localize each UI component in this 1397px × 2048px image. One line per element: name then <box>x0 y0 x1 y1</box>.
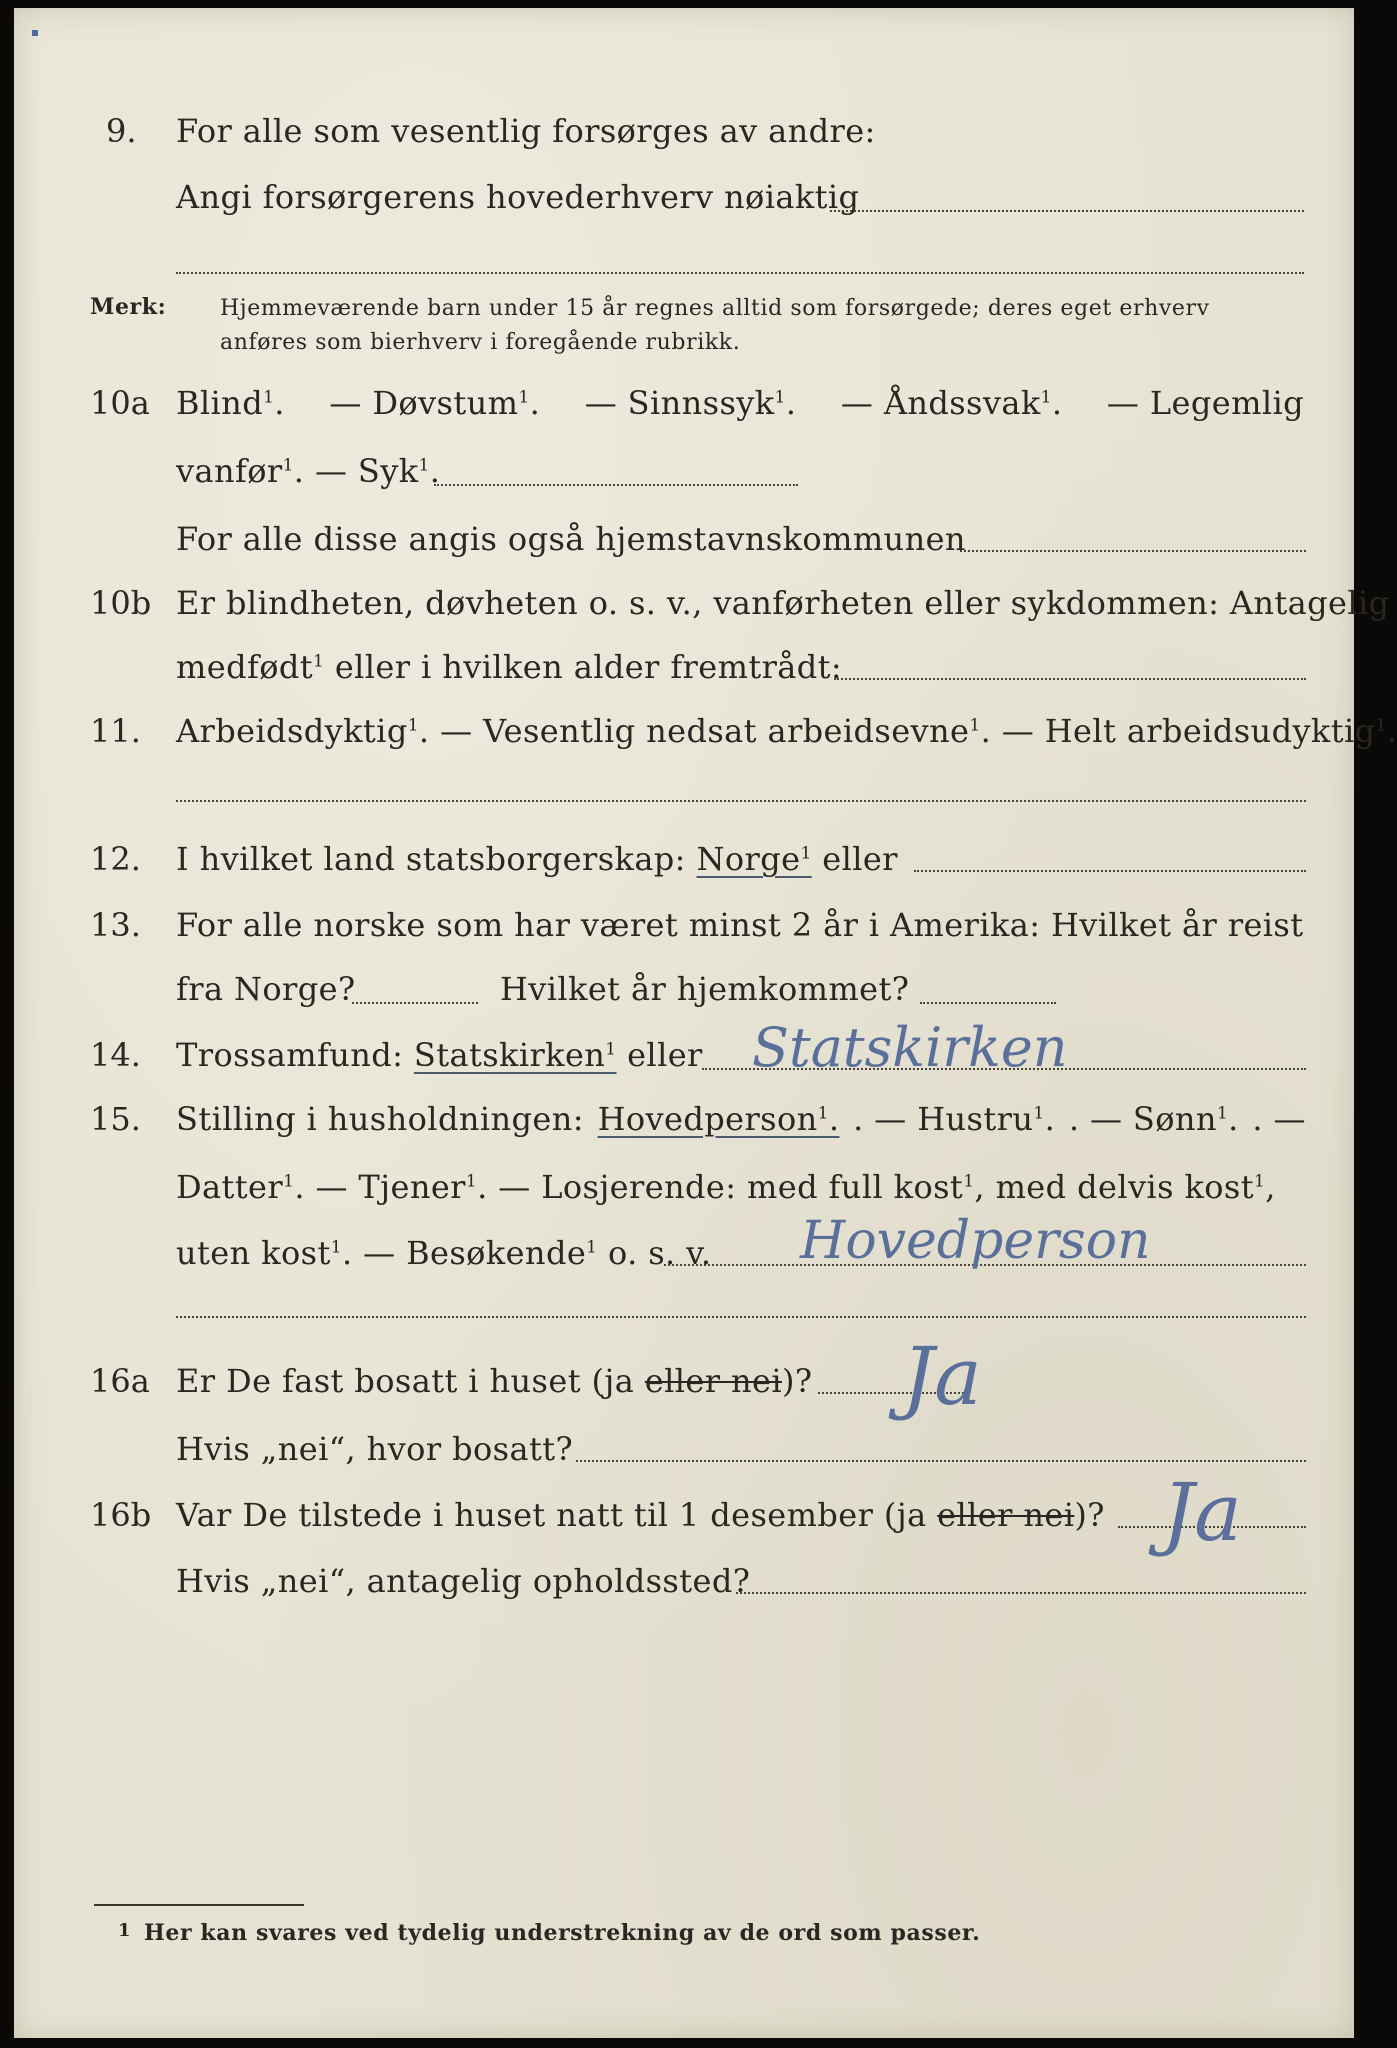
statsborgerskap-answer-line[interactable] <box>914 870 1306 872</box>
q16a-line2: Hvis „nei“, hvor bosatt? <box>176 1430 574 1468</box>
statskirken-option-underlined[interactable]: Statskirken$^1$ <box>413 1036 617 1074</box>
q10b-number: 10b <box>90 584 152 622</box>
merk-line1: Hjemmeværende barn under 15 år regnes alltid som forsørgede; deres eget erhverv <box>220 296 1210 321</box>
q15-line1: Stilling i husholdningen: Hovedperson$^1$. . — Hustru$^1$. . — Sønn$^1$. . — <box>176 1100 1306 1138</box>
q10a-line3: For alle disse angis også hjemstavnskommunen <box>176 520 966 558</box>
handwritten-hovedperson-text: Hovedperson <box>800 1211 1151 1271</box>
q13-hjemkommet: Hvilket år hjemkommet? <box>500 970 910 1008</box>
hovedperson-option-underlined[interactable]: Hovedperson$^1$. <box>597 1100 840 1138</box>
full-kost-option[interactable]: . — Losjerende: med full kost <box>477 1168 964 1206</box>
footnote-rule <box>94 1904 304 1906</box>
merk-label: Merk: <box>90 294 167 320</box>
arbeidsdyktig-option[interactable]: Arbeidsdyktig$^1$ <box>176 712 419 750</box>
syk-answer-line[interactable] <box>434 484 798 486</box>
reist-answer-line[interactable] <box>352 1002 478 1004</box>
vanfor-option[interactable]: vanfør$^1$. <box>176 452 305 490</box>
q16b-number: 16b <box>90 1496 152 1534</box>
andssvak-option[interactable]: — Åndssvak$^1$. <box>840 384 1063 422</box>
q14-number: 14. <box>90 1036 141 1074</box>
medfodt-option[interactable]: medfødt$^1$ <box>176 648 325 686</box>
eller-nei-struck-16b: eller nei <box>937 1496 1075 1534</box>
nedsat-option[interactable]: . — Vesentlig nedsat arbeidsevne <box>418 712 970 750</box>
q15-line3: uten kost$^1$. — Besøkende$^1$ o. s. v. <box>176 1234 712 1272</box>
syk-option[interactable]: — Syk$^1$. <box>314 452 441 490</box>
q10a-line2 <box>176 452 440 490</box>
delvis-kost-option[interactable]: , med delvis kost <box>974 1168 1255 1206</box>
q15-line2: Datter$^1$. — Tjener$^1$. — Losjerende: med full kost$^1$, med delvis kost$^1$, <box>176 1168 1276 1206</box>
q13-line1: For alle norske som har været minst 2 år i Amerika: Hvilket år reist <box>176 906 1304 944</box>
q10b-line1: Er blindheten, døvheten o. s. v., vanførheten eller sykdommen: Antagelig <box>176 584 1390 622</box>
handwritten-ja-16a-text: Ja <box>902 1330 982 1423</box>
tjener-option[interactable]: . — Tjener <box>294 1168 466 1206</box>
uten-kost-option[interactable]: uten kost$^1$ <box>176 1234 342 1272</box>
norge-option-underlined[interactable]: Norge$^1$ <box>696 840 812 878</box>
q9-line2: Angi forsørgerens hovederhverv nøiaktig <box>176 178 860 216</box>
q9-answer-line[interactable] <box>830 210 1304 212</box>
q14-line: Trossamfund: Statskirken$^1$ eller <box>176 1036 703 1074</box>
q9-answer-line-2[interactable] <box>176 272 1304 274</box>
handwritten-hovedperson <box>800 1206 1280 1272</box>
q12-number: 12. <box>90 840 141 878</box>
datter-option[interactable]: Datter$^1$ <box>176 1168 295 1206</box>
q16b-line1: Var De tilstede i huset natt til 1 desember (ja eller nei)? <box>176 1496 1105 1534</box>
sinnssyk-option[interactable]: — Sinnssyk$^1$. <box>584 384 797 422</box>
blind-option[interactable]: Blind$^1$. <box>176 384 285 422</box>
sonn-option[interactable]: . — Sønn$^1$. <box>1068 1100 1239 1138</box>
hustru-option[interactable]: . — Hustru$^1$. <box>853 1100 1056 1138</box>
legemlig-option[interactable]: — Legemlig <box>1106 384 1304 422</box>
q9-number: 9. <box>106 112 137 150</box>
opholdssted-answer-line[interactable] <box>736 1592 1306 1594</box>
handwritten-statskirken-text: Statskirken <box>752 1016 1068 1079</box>
q11-answer-line[interactable] <box>176 800 1306 802</box>
q11-line: Arbeidsdyktig$^1$. — Vesentlig nedsat arbeidsevne$^1$. — Helt arbeidsudyktig$^1$. <box>176 712 1397 750</box>
q16a-line1: Er De fast bosatt i huset (ja eller nei)? <box>176 1362 813 1400</box>
besokende-option[interactable]: . — Besøkende <box>341 1234 587 1272</box>
eller-nei-struck: eller nei <box>644 1362 782 1400</box>
q10b-line2: medfødt$^1$ eller i hvilken alder fremtrådt: <box>176 648 843 686</box>
udyktig-option[interactable]: . — Helt arbeidsudyktig <box>980 712 1376 750</box>
handwritten-ja-16a <box>894 1316 1054 1436</box>
merk-line2: anføres som bierhverv i foregående rubrikk. <box>220 330 741 355</box>
handwritten-ja-16b <box>1154 1452 1314 1572</box>
q13-reist: fra Norge? <box>176 970 356 1008</box>
q12-line: I hvilket land statsborgerskap: Norge$^1$ eller <box>176 840 898 878</box>
q16b-line2: Hvis „nei“, antagelig opholdssted? <box>176 1562 751 1600</box>
q11-number: 11. <box>90 712 141 750</box>
q15-number: 15. <box>90 1100 141 1138</box>
census-form-page <box>14 8 1397 2038</box>
q16a-number: 16a <box>90 1362 150 1400</box>
hjemstavn-answer-line[interactable] <box>960 550 1306 552</box>
footnote-mark: 1 <box>118 1920 132 1941</box>
q10a-line1 <box>176 384 1304 422</box>
hjemkommet-answer-line[interactable] <box>920 1002 1056 1004</box>
q13-number: 13. <box>90 906 141 944</box>
dovstum-option[interactable]: — Døvstum$^1$. <box>329 384 541 422</box>
q15-answer-line-2[interactable] <box>176 1316 1306 1318</box>
handwritten-ja-16b-text: Ja <box>1162 1466 1242 1559</box>
q10a-number: 10a <box>90 384 150 422</box>
footnote-text: Her kan svares ved tydelig understrekning av de ord som passer. <box>144 1920 981 1946</box>
alder-answer-line[interactable] <box>834 678 1306 680</box>
ink-mark <box>32 30 38 36</box>
handwritten-statskirken <box>752 1016 1312 1080</box>
q9-line1: For alle som vesentlig forsørges av andre: <box>176 112 876 150</box>
